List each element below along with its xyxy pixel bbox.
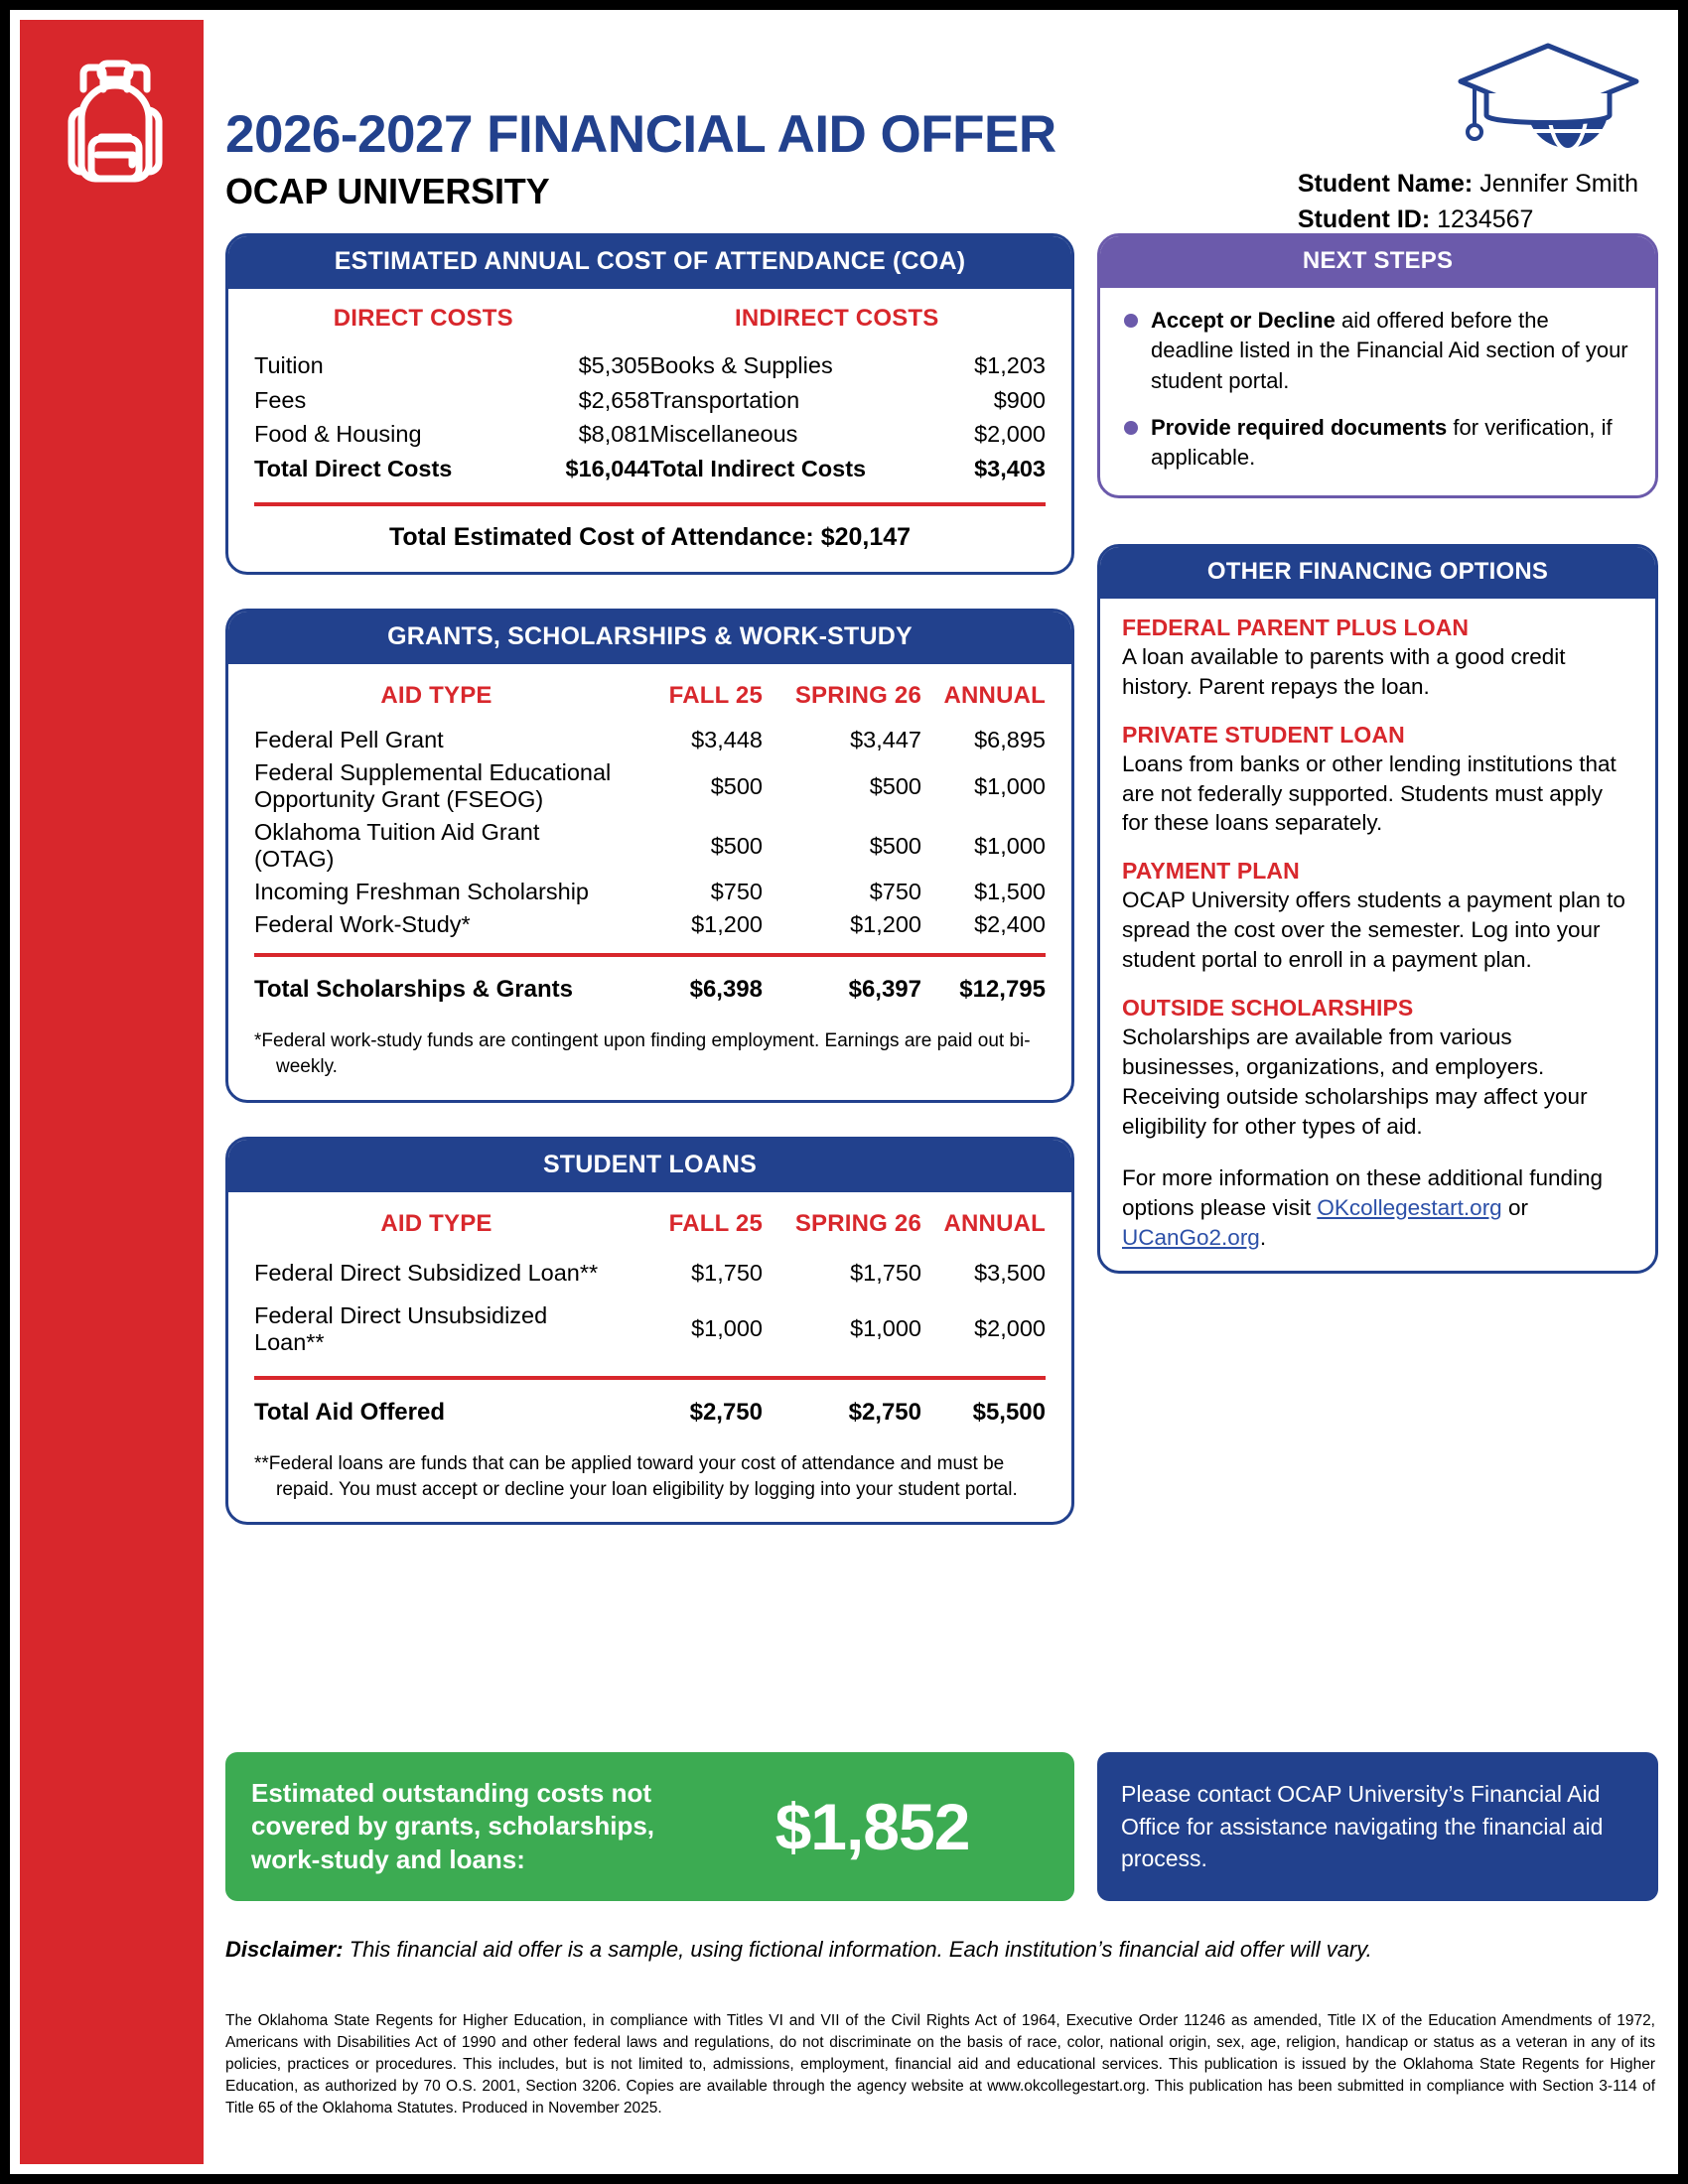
student-info	[1298, 167, 1638, 237]
indirect-total-row: Total Indirect Costs $3,403	[649, 455, 1046, 481]
direct-total-row: Total Direct Costs $16,044	[254, 455, 650, 481]
coa-heading: ESTIMATED ANNUAL COST OF ATTENDANCE (COA)	[228, 236, 1071, 289]
indirect-costs-group	[650, 305, 1047, 485]
grants-table	[254, 680, 1046, 941]
table-row: Federal Direct Subsidized Loan** $1,750 $1,750 $3,500	[254, 1259, 1046, 1286]
cost-row: Fees $2,658	[254, 386, 650, 413]
grants-heading: GRANTS, SCHOLARSHIPS & WORK-STUDY	[228, 612, 1071, 664]
grants-body	[228, 664, 1071, 1100]
col-aid-type: AID TYPE	[380, 1209, 492, 1237]
loans-footnote: **Federal loans are funds that can be applied toward your cost of attendance and must be repaid. You must accept or decline your loan eligibility by logging into your student portal.	[254, 1452, 1018, 1500]
student-name-value: Jennifer Smith	[1479, 170, 1638, 198]
col-fall: FALL 25	[668, 682, 763, 710]
coa-grand-total: Total Estimated Cost of Attendance: $20,147	[388, 523, 912, 552]
backpack-icon	[62, 48, 169, 197]
next-steps-card	[1097, 233, 1658, 498]
financing-section-title: FEDERAL PARENT PLUS LOAN	[1122, 614, 1470, 640]
bullet-icon	[1124, 314, 1138, 328]
financing-body	[1100, 599, 1655, 1271]
col-annual: ANNUAL	[943, 1209, 1046, 1237]
list-item: Provide required documents for verification, if applicable.	[1124, 413, 1631, 474]
table-row: Federal Work-Study* $1,200 $1,200 $2,400	[254, 911, 1046, 938]
student-id-value: 1234567	[1437, 205, 1534, 233]
table-header-row	[254, 1208, 1046, 1252]
page-title: 2026-2027 FINANCIAL AID OFFER	[225, 105, 1056, 164]
financing-section-body: A loan available to parents with a good credit history. Parent repays the loan.	[1122, 643, 1566, 699]
contact-box	[1097, 1752, 1658, 1901]
direct-costs-title: DIRECT COSTS	[333, 305, 513, 332]
loans-body	[228, 1192, 1071, 1523]
table-row: Federal Supplemental Educational Opportunity Grant (FSEOG) $500 $500 $1,000	[254, 759, 1046, 813]
direct-costs-group	[254, 305, 650, 485]
grants-total-table	[254, 973, 1046, 1007]
financing-heading: OTHER FINANCING OPTIONS	[1100, 547, 1655, 599]
loans-heading: STUDENT LOANS	[228, 1140, 1071, 1192]
financing-section-title: PRIVATE STUDENT LOAN	[1122, 721, 1405, 748]
cost-row: Transportation $900	[649, 386, 1046, 413]
list-item: Accept or Decline aid offered before the deadline listed in the Financial Aid section of your student portal.	[1124, 306, 1631, 396]
financing-section-title: OUTSIDE SCHOLARSHIPS	[1122, 995, 1414, 1022]
col-fall: FALL 25	[668, 1209, 763, 1237]
total-row: Total Aid Offered $2,750 $2,750 $5,500	[254, 1398, 1046, 1426]
cost-row: Miscellaneous $2,000	[649, 421, 1046, 448]
document-header	[204, 20, 1668, 233]
okcollegestart-link[interactable]: OKcollegestart.org	[1317, 1194, 1502, 1220]
coa-body	[228, 289, 1071, 572]
table-header-row	[254, 680, 1046, 724]
grants-footnote: *Federal work-study funds are contingent upon finding employment. Earnings are paid out bi-weekly.	[254, 1030, 1031, 1077]
table-row: Oklahoma Tuition Aid Grant (OTAG) $500 $500 $1,000	[254, 819, 1046, 873]
loans-total-table	[254, 1396, 1046, 1430]
left-red-sidebar	[20, 20, 204, 2164]
table-row: Federal Pell Grant $3,448 $3,447 $6,895	[254, 727, 1046, 753]
university-name: OCAP UNIVERSITY	[225, 171, 550, 211]
cost-row: Food & Housing $8,081	[254, 421, 650, 448]
cost-row: Books & Supplies $1,203	[649, 352, 1046, 378]
next-steps-list	[1124, 306, 1631, 474]
next-steps-heading: NEXT STEPS	[1100, 236, 1655, 288]
legal-notice: The Oklahoma State Regents for Higher Education, in compliance with Titles VI and VII of the Civil Rights Act of 1964, Executive Order 11246 as amended, Title IX of the Education Amendments of 1972, Americans with Disabilities Act of 1990 and other federal laws and regulations, do not discriminate on the basis of race, color, national origin, sex, age, religion, handicap or status as a veteran in any of its policies, practices or procedures. This includes, but is not limited to, admissions, employment, financial aid and educational services. This publication is issued by the Oklahoma State Regents for Higher Education, as authorized by 70 O.S. 2001, Section 3206. Copies are available through the agency website at www.okcollegestart.org. This publication has been submitted in compliance with Section 3-114 of Title 65 of the Oklahoma Statutes. Produced in November 2025.	[225, 2012, 1655, 2116]
disclaimer-label: Disclaimer:	[225, 1937, 344, 1962]
financing-options-card	[1097, 544, 1658, 1274]
left-column	[225, 233, 1074, 1559]
grants-card	[225, 609, 1074, 1103]
col-spring: SPRING 26	[794, 682, 921, 710]
total-row: Total Scholarships & Grants $6,398 $6,397 $12,795	[254, 976, 1046, 1004]
contact-text: Please contact OCAP University’s Financial Aid Office for assistance navigating the financial aid process.	[1121, 1781, 1604, 1872]
loans-table	[254, 1208, 1046, 1364]
financing-section-body: OCAP University offers students a payment plan to spread the cost over the semester. Log into your student portal to enroll in a payment plan.	[1122, 887, 1625, 973]
outstanding-cost-box	[225, 1752, 1074, 1901]
document-content	[204, 20, 1668, 2164]
graduation-cap-globe-icon	[1457, 36, 1640, 155]
bullet-icon	[1124, 421, 1138, 435]
divider	[254, 953, 1046, 957]
student-name-label: Student Name:	[1297, 170, 1474, 198]
coa-card	[225, 233, 1074, 575]
outstanding-cost-label: Estimated outstanding costs not covered by grants, scholarships, work-study and loans:	[251, 1778, 655, 1874]
right-column	[1097, 233, 1658, 1307]
outstanding-cost-amount: $1,852	[774, 1790, 970, 1863]
disclaimer: Disclaimer: This financial aid offer is a sample, using fictional information. Each institution’s financial aid offer will vary.	[225, 1937, 1372, 1962]
divider	[254, 1376, 1046, 1380]
col-spring: SPRING 26	[794, 1209, 921, 1237]
financing-section-title: PAYMENT PLAN	[1122, 858, 1300, 885]
col-aid-type: AID TYPE	[380, 682, 492, 710]
col-annual: ANNUAL	[943, 682, 1046, 710]
next-steps-body	[1100, 288, 1655, 495]
cost-row: Tuition $5,305	[254, 352, 650, 378]
ucango2-link[interactable]: UCanGo2.org	[1122, 1224, 1260, 1250]
table-row: Federal Direct Unsubsidized Loan** $1,000 $1,000 $2,000	[254, 1301, 1046, 1355]
loans-card	[225, 1137, 1074, 1526]
financing-section-body: Loans from banks or other lending institutions that are not federally supported. Students must apply for these loans separately.	[1122, 751, 1617, 836]
table-row: Incoming Freshman Scholarship $750 $750 $1,500	[254, 879, 1046, 905]
indirect-costs-title: INDIRECT COSTS	[735, 305, 939, 332]
financing-section-body: Scholarships are available from various businesses, organizations, and employers. Receiving outside scholarships may affect your eligibility for other types of aid.	[1122, 1024, 1588, 1139]
student-id-label: Student ID:	[1297, 205, 1431, 233]
financing-closing: For more information on these additional funding options please visit OKcollegestart.org or UCanGo2.org.	[1122, 1164, 1604, 1250]
